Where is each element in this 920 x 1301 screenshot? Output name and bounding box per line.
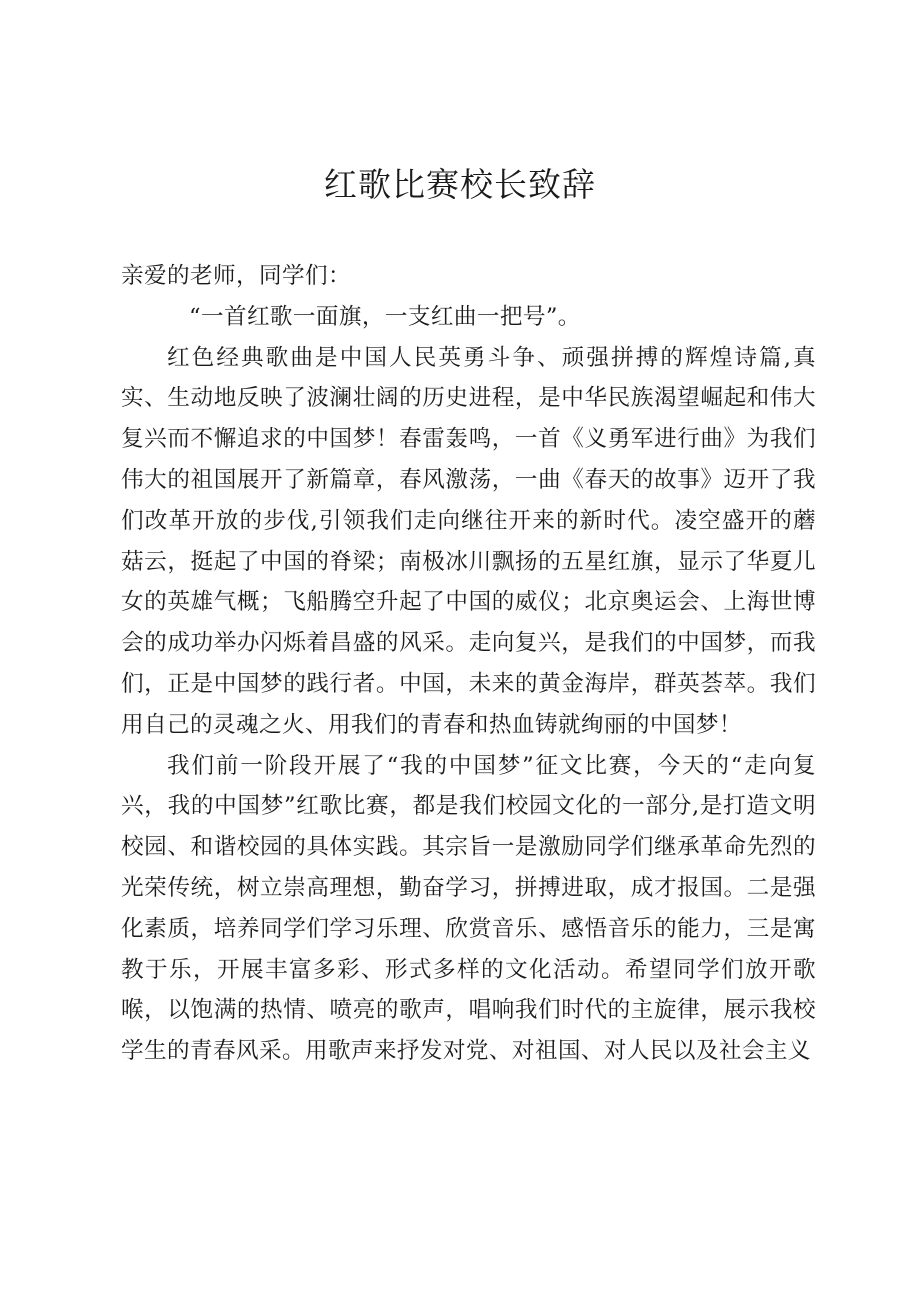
- document-title: 红歌比赛校长致辞: [324, 165, 596, 204]
- salutation: 亲爱的老师，同学们：: [121, 263, 351, 289]
- document-body: [121, 256, 816, 1072]
- paragraph: 我们前一阶段开展了“我的中国梦”征文比赛，今天的“走向复兴，我的中国梦”红歌比赛，都是我们校园文化的一部分,是打造文明校园、和谐校园的具体实践。其宗旨一是激励同学们继承革命先烈的光荣传统，树立崇高理想，勤奋学习，拼搏进取，成才报国。二是强化素质，培养同学们学习乐理、欣赏音乐、感悟音乐的能力，三是寓教于乐，开展丰富多彩、形式多样的文化活动。希望同学们放开歌喉，以饱满的热情、喷亮的歌声，唱响我们时代的主旋律，展示我校学生的青春风采。用歌声来抒发对党、对祖国、对人民以及社会主义: [121, 752, 816, 1065]
- paragraph: 红色经典歌曲是中国人民英勇斗争、顽强拼搏的辉煌诗篇,真实、生动地反映了波澜壮阔的历史进程，是中华民族渴望崛起和伟大复兴而不懈追求的中国梦！春雷轰鸣，一首《义勇军进行曲》为我们伟大的祖国展开了新篇章，春风激荡，一曲《春天的故事》迈开了我们改革开放的步伐,引领我们走向继往开来的新时代。凌空盛开的蘑菇云，挺起了中国的脊梁；南极冰川飘扬的五星红旗，显示了华夏儿女的英雄气概；飞船腾空升起了中国的威仪；北京奥运会、上海世博会的成功举办闪烁着昌盛的风采。走向复兴，是我们的中国梦，而我们，正是中国梦的践行者。中国，未来的黄金海岸，群英荟萃。我们用自己的灵魂之火、用我们的青春和热血铸就绚丽的中国梦！: [121, 344, 816, 738]
- slogan: “一首红歌一面旗，一支红曲一把号”。: [189, 303, 581, 330]
